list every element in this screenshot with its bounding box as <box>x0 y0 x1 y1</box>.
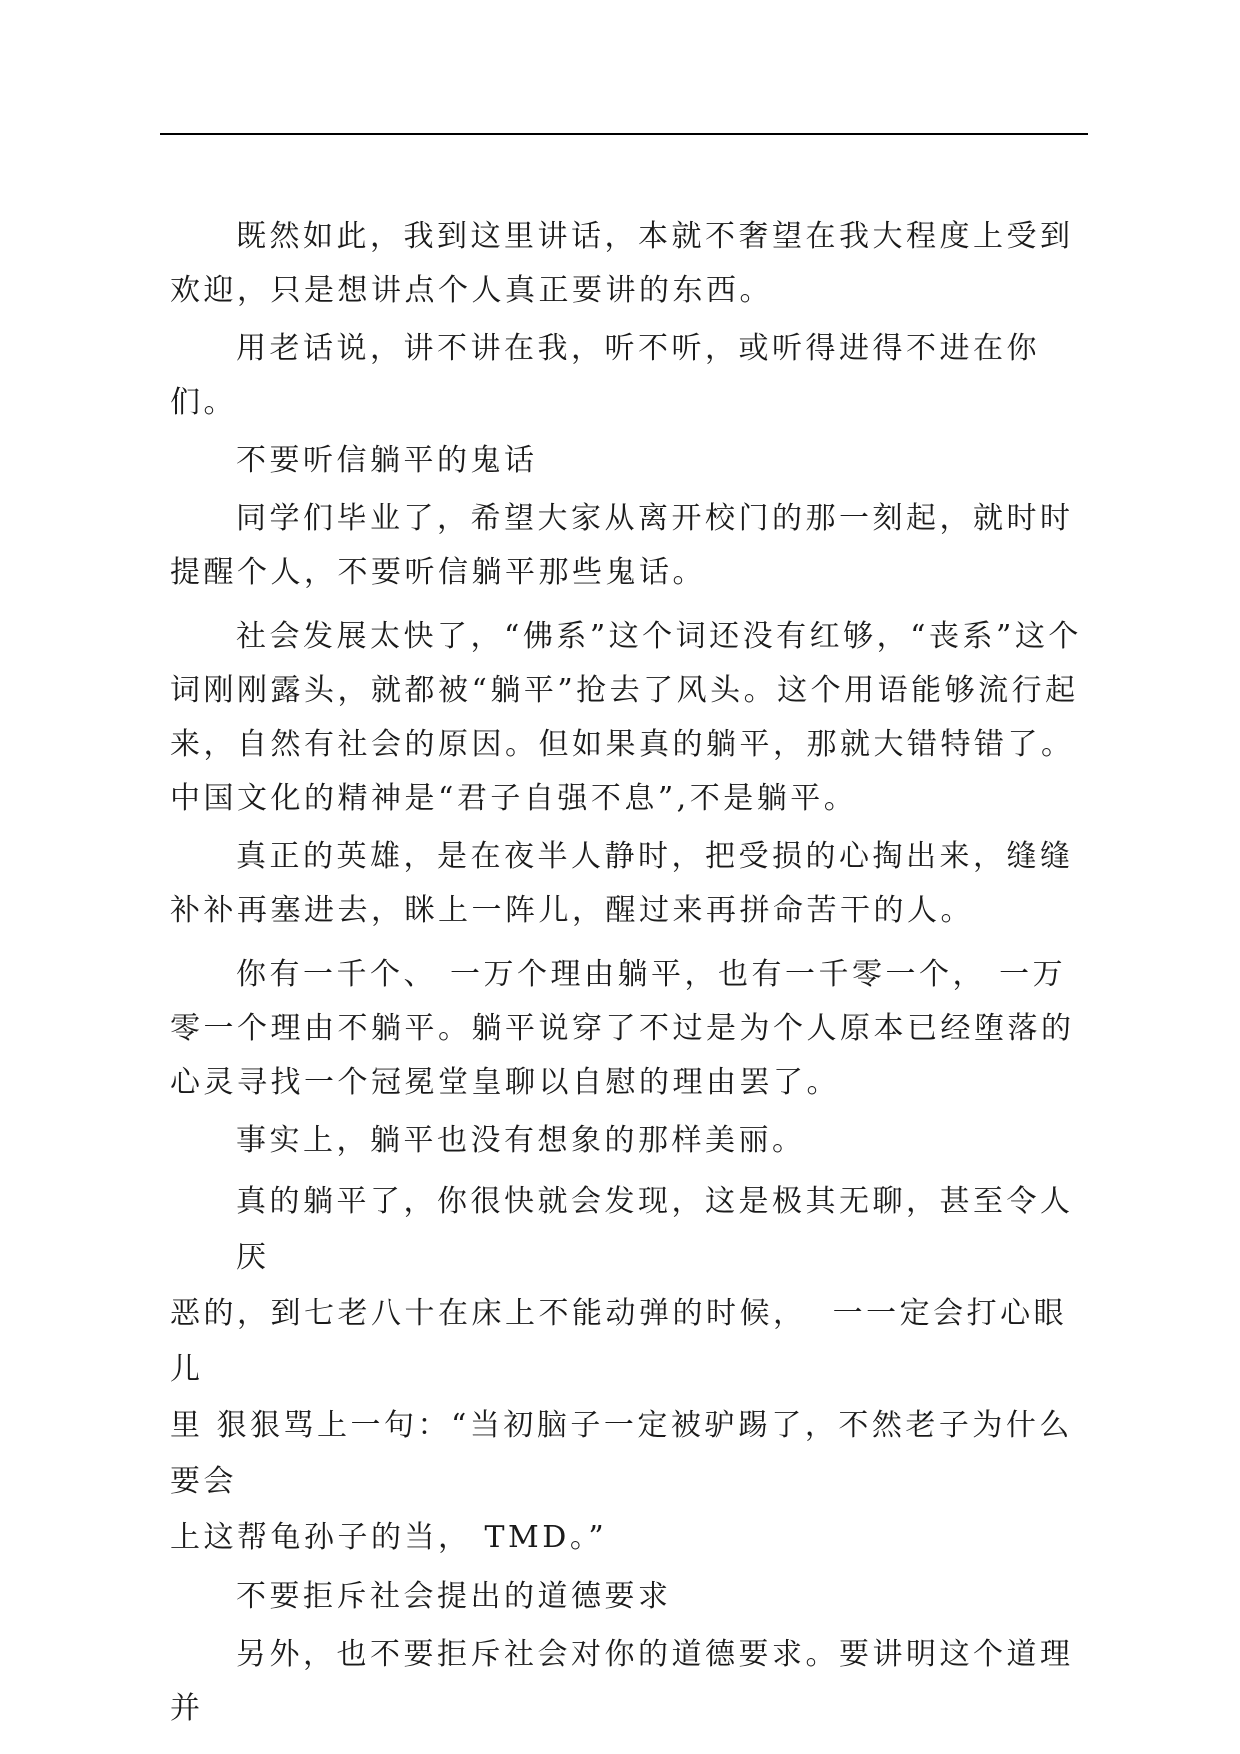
header-rule <box>160 133 1088 135</box>
section-heading-moral: 不要拒斥社会提出的道德要求 <box>236 1579 672 1614</box>
text-line: 里 狠狠骂上一句：“当初脑子一定被驴踢了，不然老子为什么 <box>170 1408 1073 1443</box>
paragraph-hero: 真正的英雄，是在夜半人静时，把受损的心掏出来，缝缝补补再塞进去，眯上一阵儿，醒过来再拼命苦干的人。 <box>170 839 1074 928</box>
text-line: 要会 <box>170 1464 237 1499</box>
text-line: 恶的，到七老八十在床上不能动弹的时候， 一一定会打心眼儿 <box>170 1296 1068 1387</box>
paragraph-in-fact: 事实上，躺平也没有想象的那样美丽。 <box>236 1123 806 1158</box>
paragraph-society: 社会发展太快了，“佛系”这个词还没有红够，“丧系”这个词刚刚露头，就都被“躺平”抢去了风头。这个用语能够流行起来，自然有社会的原因。但如果真的躺平，那就大错特错了。中国文化的精神是“君子自强不息”,不是躺平。 <box>170 619 1082 816</box>
document-body <box>170 210 1090 1736</box>
paragraph-graduation: 同学们毕业了，希望大家从离开校门的那一刻起，就时时提醒个人，不要听信躺平那些鬼话。 <box>170 501 1074 590</box>
text-line: 真的躺平了，你很快就会发现，这是极其无聊，甚至令人厌 <box>236 1184 1074 1275</box>
paragraph-moral: 另外，也不要拒斥社会对你的道德要求。要讲明这个道理并 <box>170 1637 1074 1726</box>
paragraph-old-saying: 用老话说，讲不讲在我，听不听，或听得进得不进在你们。 <box>170 331 1040 420</box>
paragraph-final-block <box>170 1174 1090 1566</box>
text-line: 上这帮龟孙子的当， TMD。” <box>170 1520 608 1555</box>
paragraph-intro: 既然如此，我到这里讲话，本就不奢望在我大程度上受到欢迎，只是想讲点个人真正要讲的东西。 <box>170 219 1074 308</box>
section-heading-lying-flat: 不要听信躺平的鬼话 <box>236 443 538 478</box>
paragraph-reasons: 你有一千个、 一万个理由躺平，也有一千零一个， 一万零一个理由不躺平。躺平说穿了不过是为个人原本已经堕落的心灵寻找一个冠冕堂皇聊以自慰的理由罢了。 <box>170 957 1075 1100</box>
